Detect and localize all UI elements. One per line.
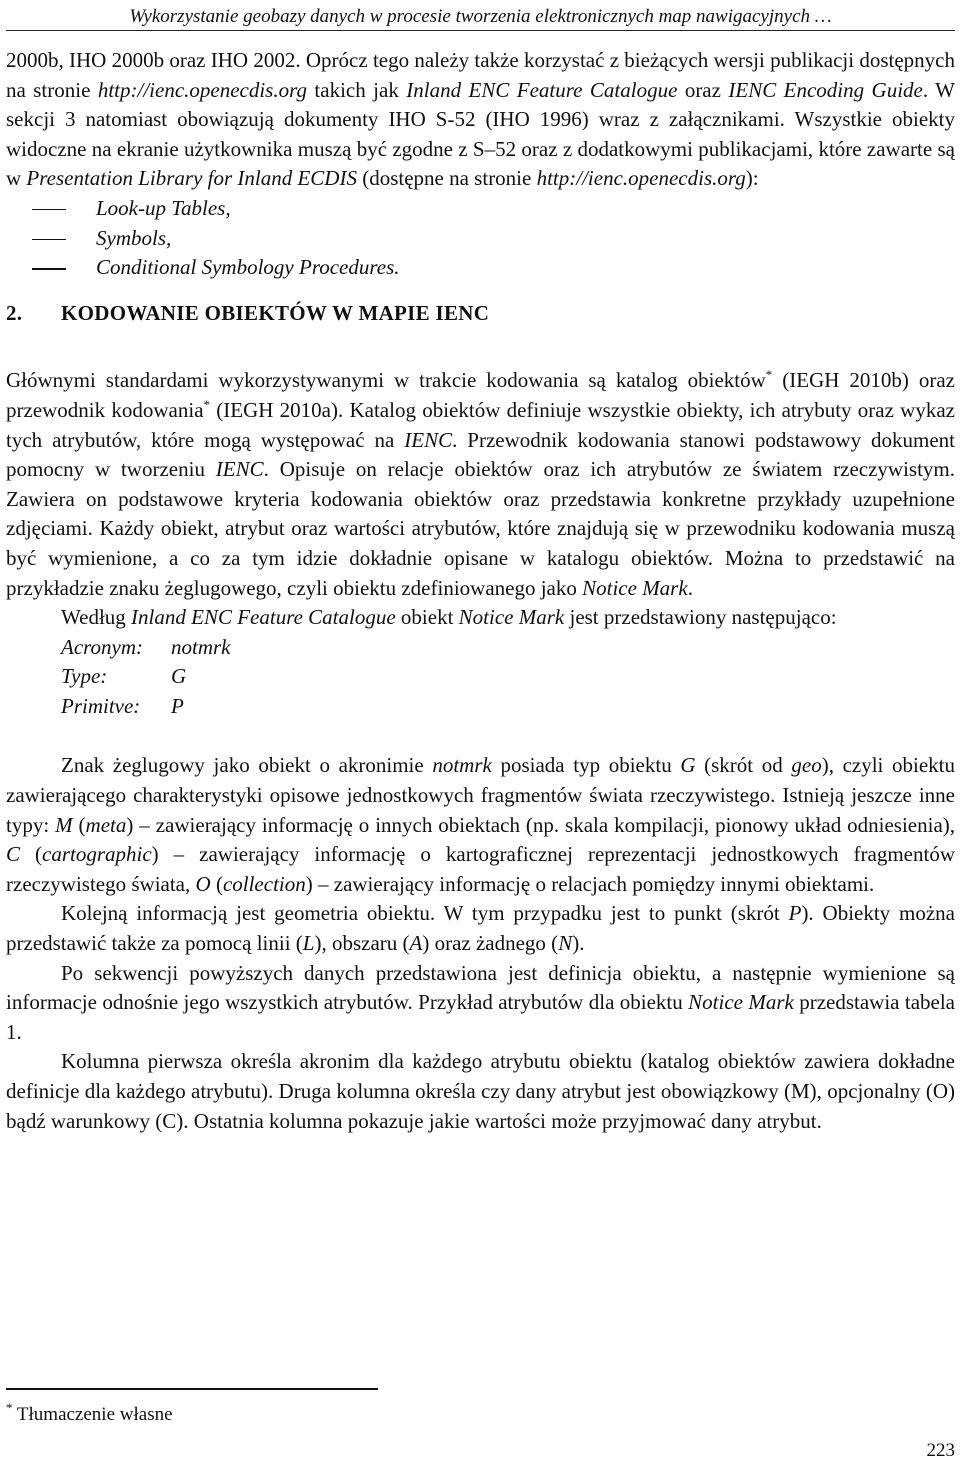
definition-row [6, 692, 955, 722]
body-text [6, 46, 955, 1136]
doc-title: IENC Encoding Guide [728, 77, 923, 102]
footnote-marker: * [765, 367, 773, 383]
definition-value: G [171, 664, 187, 689]
url-link: http://ienc.openecdis.org [536, 166, 746, 191]
paragraph-3: Według Inland ENC Feature Catalogue obiekt Notice Mark jest przedstawiony następująco: [61, 605, 837, 630]
list-item: Symbols, [6, 224, 955, 254]
dash-list [6, 194, 955, 283]
paragraph-4: Znak żeglugowy jako obiekt o akronimie notmrk posiada typ obiektu G (skrót od geo), czyli obiektu zawierającego charakterystyki opisowe jednostkowych fragmentów świata rzeczywistego. Istnieją jeszcze inne typy: M (meta) – zawierający informację o innych obiektach (np. skala kompilacji, pionowy układ odniesienia), C (cartographic) – zawierający informację o kartograficznej reprezentacji jednostkowych fragmentów rzeczywistego świata, O (collection) – zawierający informację o relacjach pomiędzy innymi obiektami. [6, 753, 956, 896]
footnote [6, 1400, 173, 1426]
definition-value: notmrk [171, 634, 231, 659]
footnote-marker: * [6, 1400, 13, 1415]
footnote-marker: * [203, 396, 211, 412]
section-number: 2. [6, 300, 23, 325]
paragraph-1: 2000b, IHO 2000b oraz IHO 2002. Oprócz tego należy także korzystać z bieżących wersji publikacji dostępnych na stronie http://ienc.openecdis.org takich jak Inland ENC Feature Catalogue oraz IENC Encoding Guide. W sekcji 3 natomiast obowiązują dokumenty IHO S-52 (IHO 1996) wraz z załącznikami. Wszystkie obiekty widoczne na ekranie użytkownika muszą być zgodne z S–52 oraz z dodatkowymi publikacjami, które zawarte są w Presentation Library for Inland ECDIS (dostępne na stronie http://ienc.openecdis.org): [6, 48, 955, 191]
definition-row [6, 633, 955, 663]
paragraph-2: Głównymi standardami wykorzystywanymi w trakcie kodowania są katalog obiektów* (IEGH 2010b) oraz przewodnik kodowania* (IEGH 2010a). Katalog obiektów definiuje wszystkie obiekty, ich atrybuty oraz wykaz tych atrybutów, które mogą występować na IENC. Przewodnik kodowania stanowi podstawowy dokument pomocny w tworzeniu IENC. Opisuje on relacje obiektów oraz ich atrybutów ze światem rzeczywistym. Zawiera on podstawowe kryteria kodowania obiektów oraz przedstawia konkretne przykłady uzupełnione zdjęciami. Każdy obiekt, atrybut oraz wartości atrybutów, które znajdują się w przewodniku kodowania muszą być wymienione, a co za tym idzie dokładnie opisane w katalogu obiektów. Można to przedstawić na przykładzie znaku żeglugowego, czyli obiektu zdefiniowanego jako Notice Mark. [6, 367, 956, 600]
doc-title: Inland ENC Feature Catalogue [406, 77, 678, 102]
list-item: Conditional Symbology Procedures. [6, 253, 955, 283]
url-link: http://ienc.openecdis.org [97, 77, 307, 102]
definition-key: Type: [61, 664, 108, 689]
section-title: KODOWANIE OBIEKTÓW W MAPIE IENC [61, 300, 490, 325]
footnote-text: Tłumaczenie własne [12, 1404, 173, 1425]
definition-row [6, 662, 955, 692]
definition-key: Acronym: [61, 634, 144, 659]
section-heading [6, 299, 955, 329]
doc-title: Presentation Library for Inland ECDIS [26, 166, 357, 191]
page-number: 223 [926, 1440, 955, 1461]
paragraph-5: Kolejną informacją jest geometria obiektu. W tym przypadku jest to punkt (skrót P). Obiekty można przedstawić także za pomocą linii (L), obszaru (A) oraz żadnego (N). [6, 901, 955, 956]
definition-value: P [171, 693, 184, 718]
footnote-divider [6, 1388, 378, 1390]
paragraph-7: Kolumna pierwsza określa akronim dla każdego atrybutu obiektu (katalog obiektów zawiera dokładne definicje dla każdego atrybutu). Druga kolumna określa czy dany atrybut jest obowiązkowy (M), opcjonalny (O) bądź warunkowy (C). Ostatnia kolumna pokazuje jakie wartości może przyjmować dany atrybut. [6, 1049, 955, 1133]
paragraph-6: Po sekwencji powyższych danych przedstawiona jest definicja obiektu, a następnie wymienione są informacje odnośnie jego wszystkich atrybutów. Przykład atrybutów dla obiektu Notice Mark przedstawia tabela 1. [6, 960, 955, 1044]
running-header: Wykorzystanie geobazy danych w procesie tworzenia elektronicznych map nawigacyjnych … [6, 6, 955, 31]
definition-key: Primitve: [61, 693, 141, 718]
list-item: Look-up Tables, [6, 194, 955, 224]
spacer [6, 721, 955, 751]
